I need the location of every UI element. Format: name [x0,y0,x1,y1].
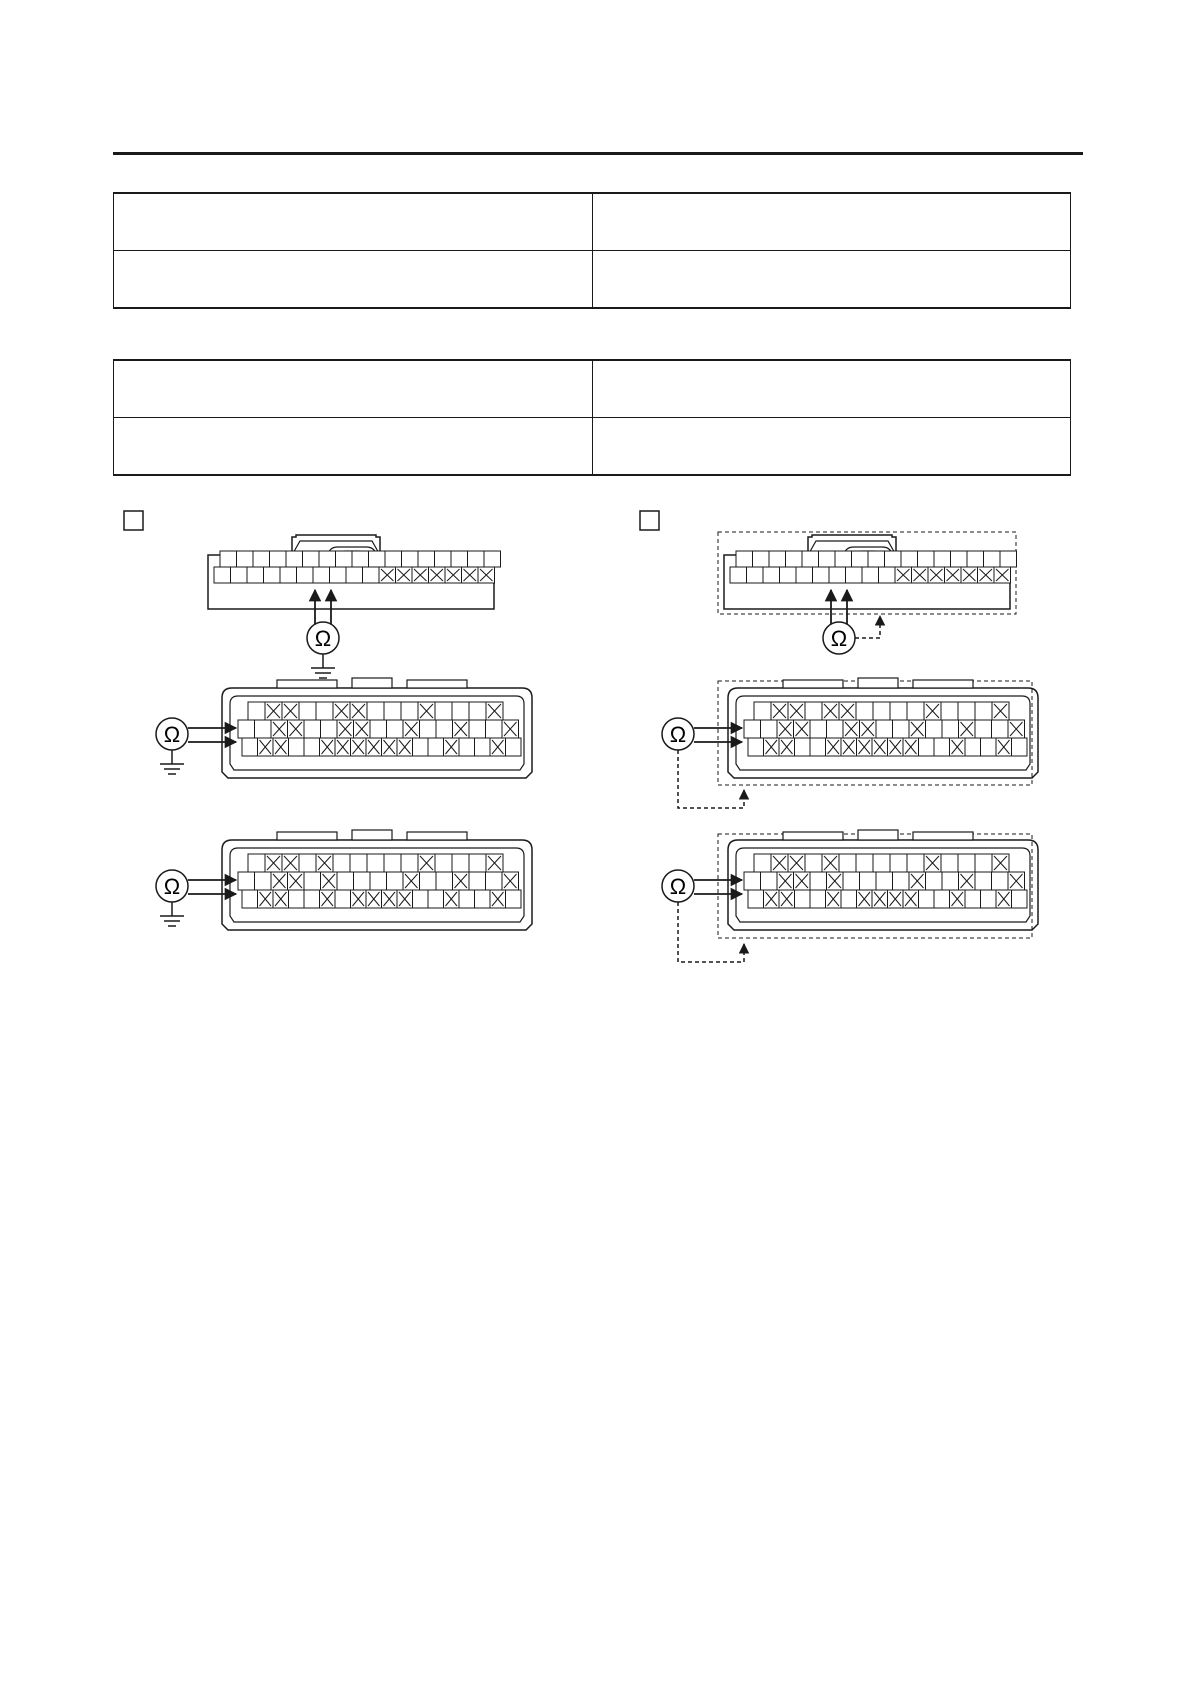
connector-pin [780,567,797,583]
connector-pin [769,551,786,567]
connector-pin [835,551,852,567]
connector-pin [367,702,384,720]
connector-pin [975,720,992,738]
ohmmeter-a-right [823,590,880,654]
connector-pin [873,854,890,872]
connector-c-left [222,830,532,930]
connector-pin [786,551,803,567]
connector-pin [747,567,764,583]
connector-pin [919,738,935,756]
connector-pin [401,702,418,720]
connector-pin [965,890,981,908]
connector-pin [1012,890,1028,908]
connector-pin [868,551,885,567]
connector-pin [934,551,951,567]
connector-pin [255,720,272,738]
connector-pin [459,738,475,756]
connector-pin [387,720,404,738]
connector-pin [810,872,827,890]
connector-pin [420,872,437,890]
connector-pin [984,551,1001,567]
panel-left [124,511,532,930]
connector-pin [231,567,248,583]
connector-pin [247,567,264,583]
connector-pin [248,702,265,720]
connector-pin [1000,551,1017,567]
connector-pin [763,567,780,583]
connector-pin [506,738,522,756]
connector-pin [951,551,968,567]
connector-pin [802,551,819,567]
connector-pin [890,854,907,872]
connector-pin [436,720,453,738]
connector-pin [289,890,305,908]
connector-pin [852,551,869,567]
connector-pin [761,720,778,738]
connector-pin [486,872,503,890]
connector-pin [753,551,770,567]
connector-pin [387,872,404,890]
connector-pin [975,702,992,720]
ohmmeter-symbol: Ω [163,874,181,899]
connector-pin [336,551,353,567]
connector-pin [304,720,321,738]
connector-pin [805,702,822,720]
panel-left-marker [124,511,143,530]
connector-pin [475,890,491,908]
connector-pin [975,854,992,872]
connector-pin [237,551,254,567]
connector-pin [918,551,935,567]
connector-pin [839,854,856,872]
connector-pin [992,872,1009,890]
panel-right-marker [640,511,659,530]
connector-pin [255,872,272,890]
connector-pin [926,720,943,738]
connector-pin [321,720,338,738]
connector-pin [907,702,924,720]
connector-pin [1012,738,1028,756]
connector-pin [876,872,893,890]
connector-pin [286,551,303,567]
connector-pin [958,702,975,720]
connector-pin [934,890,950,908]
connector-pin [506,890,522,908]
connector-pin [819,551,836,567]
connector-pin [885,551,902,567]
connector-pin [253,551,270,567]
connector-pin [941,854,958,872]
ohmmeter-symbol: Ω [163,722,181,747]
connector-pin [795,738,811,756]
connector-pin [330,567,347,583]
ohmmeter-symbol: Ω [669,874,687,899]
connector-pin [748,890,764,908]
connector-pin [297,567,314,583]
connector-pin [981,890,997,908]
connector-pin [810,738,826,756]
connector-pin [384,702,401,720]
connector-a-right [724,535,1017,609]
connector-pin [893,872,910,890]
connector-pin [744,720,761,738]
connector-pin [238,720,255,738]
connector-pin [754,854,771,872]
ohmmeter-symbol: Ω [830,626,848,651]
connector-pin [304,738,320,756]
connector-pin [319,551,336,567]
connector-pin [289,738,305,756]
connector-pin [303,551,320,567]
connector-pin [879,567,896,583]
connector-pin [893,720,910,738]
connector-pin [313,567,330,583]
connector-pin [385,551,402,567]
ohmmeter-symbol: Ω [314,626,332,651]
connector-pin [350,854,367,872]
connector-pin [469,720,486,738]
connector-pin [475,738,491,756]
connector-pin [452,702,469,720]
connector-pin [280,567,297,583]
connector-b-left [222,678,532,778]
connector-pin [919,890,935,908]
connector-pin [413,890,429,908]
connector-pin [469,702,486,720]
connector-pin [846,567,863,583]
connector-pin [856,702,873,720]
connector-pin [435,854,452,872]
connector-pin [242,738,258,756]
connector-pin [827,720,844,738]
connector-pin [736,551,753,567]
connector-pin [805,854,822,872]
connector-pin [459,890,475,908]
connector-pin [238,872,255,890]
connector-pin [941,702,958,720]
connector-pin [975,872,992,890]
connector-pin [369,551,386,567]
connector-pin [354,872,371,890]
connector-pin [469,872,486,890]
connector-pin [428,738,444,756]
connector-pin [981,738,997,756]
connector-pin [370,720,387,738]
connector-pin [796,567,813,583]
connector-pin [992,720,1009,738]
connector-pin [363,567,380,583]
connector-pin [214,567,231,583]
connector-pin [754,702,771,720]
connector-pin [413,738,429,756]
connector-pin [862,567,879,583]
connector-pin [829,567,846,583]
connector-pin [484,551,501,567]
connector-pin [401,854,418,872]
connector-pin [876,720,893,738]
connector-pin [730,567,747,583]
connector-pin [352,551,369,567]
connector-pin [843,872,860,890]
connector-pin [270,551,287,567]
ohmmeter-b-right [662,718,744,808]
connector-pin [810,890,826,908]
connector-pin [384,854,401,872]
panel-right [640,511,1038,962]
connector-pin [965,738,981,756]
connector-pin [436,872,453,890]
connector-pin [761,872,778,890]
connector-pin [486,720,503,738]
ohmmeter-symbol: Ω [669,722,687,747]
connector-pin [337,872,354,890]
connector-pin [856,854,873,872]
connector-pin [934,738,950,756]
connector-pin [942,720,959,738]
connector-pin [841,890,857,908]
connector-pin [810,720,827,738]
connector-pin [264,567,281,583]
connector-pin [907,854,924,872]
connector-pin [248,854,265,872]
connector-pin [299,702,316,720]
connector-pin [346,567,363,583]
ohmmeter-b-left [156,718,236,774]
connector-pin [304,872,321,890]
connector-pin [242,890,258,908]
connector-pin [451,551,468,567]
connector-pin [299,854,316,872]
connector-pin [220,551,237,567]
connector-pin [748,738,764,756]
connector-pin [795,890,811,908]
connector-pin [744,872,761,890]
connector-pin [942,872,959,890]
connector-pin [428,890,444,908]
connector-pin [468,551,485,567]
connector-pin [890,702,907,720]
connector-pin [418,551,435,567]
connector-pin [420,720,437,738]
connector-pin [435,551,452,567]
ohmmeter-c-right [662,870,744,962]
connector-a-left [208,535,501,609]
connector-pin [304,890,320,908]
connector-pin [452,854,469,872]
connector-pin [469,854,486,872]
ohmmeter-c-left [156,870,236,926]
connector-pin [873,702,890,720]
connector-pin [926,872,943,890]
connector-pin [316,702,333,720]
connector-pin [435,702,452,720]
connector-pin [901,551,918,567]
connector-b-right [728,678,1038,778]
ohmmeter-a-left [307,590,339,678]
connector-pin [402,551,419,567]
connector-pin [813,567,830,583]
connector-pin [367,854,384,872]
connector-pin [335,890,351,908]
connector-pin [967,551,984,567]
connector-pin [370,872,387,890]
connector-pin [333,854,350,872]
connector-pin [860,872,877,890]
connector-c-right [728,830,1038,930]
connector-pin [958,854,975,872]
